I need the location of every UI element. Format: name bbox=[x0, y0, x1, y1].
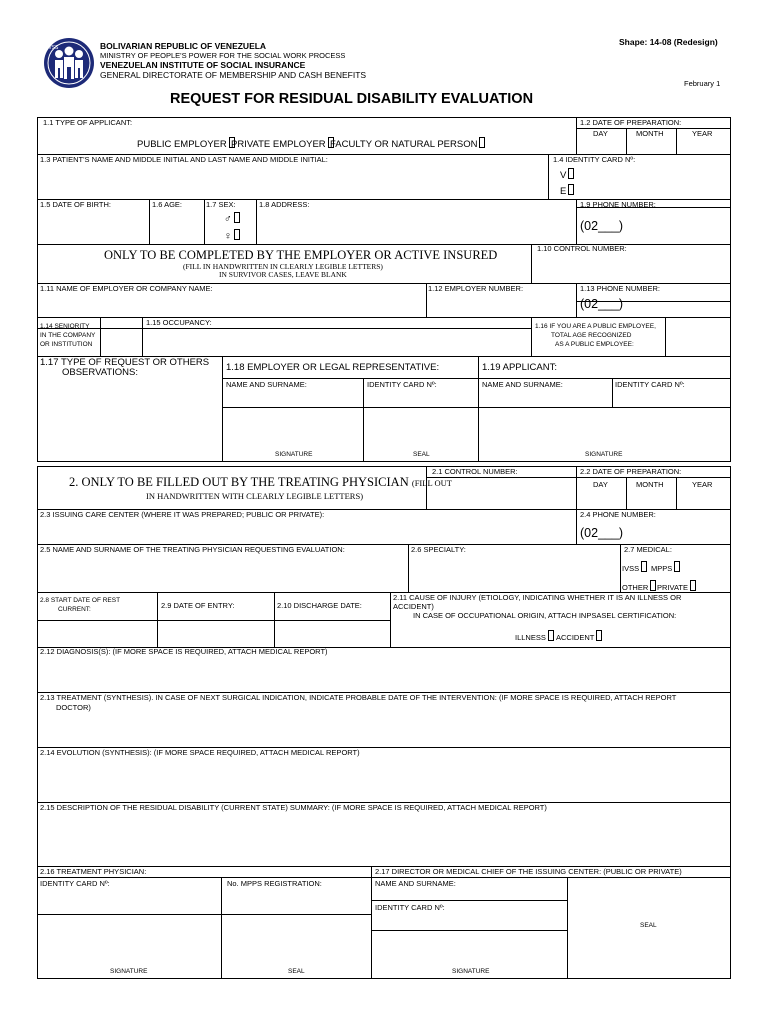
faculty-option[interactable]: FACULTY OR NATURAL PERSON bbox=[330, 137, 485, 150]
medical-mpps-checkbox[interactable] bbox=[674, 561, 680, 572]
id-v-checkbox[interactable] bbox=[568, 168, 574, 179]
field-2-13-label-line2: DOCTOR) bbox=[56, 703, 91, 712]
field-1-3-label: 1.3 PATIENT'S NAME AND MIDDLE INITIAL AND LAST NAME AND MIDDLE INITIAL: bbox=[40, 155, 328, 164]
field-2-10-label: 2.10 DISCHARGE DATE: bbox=[277, 601, 362, 610]
phone-1-9-prefix: (02___) bbox=[580, 219, 624, 233]
field-2-13-label-line1: 2.13 TREATMENT (SYNTHESIS). IN CASE OF NEXT SURGICAL INDICATION, INDICATE PROBABLE DATE OF THE INTERVENTION: (IF MORE SPACE IS REQUIRED, ATTACH REPORT bbox=[40, 693, 677, 702]
id-e-option[interactable]: E bbox=[560, 184, 574, 197]
employer-section-note-2: IN SURVIVOR CASES, LEAVE BLANK bbox=[219, 270, 347, 279]
ivss-logo bbox=[42, 37, 96, 89]
month-label: MONTH bbox=[636, 129, 664, 138]
field-2-6-label: 2.6 SPECIALTY: bbox=[411, 545, 466, 554]
employer-section-note-1: (FILL IN HANDWRITTEN IN CLEARLY LEGIBLE LETTERS) bbox=[183, 262, 383, 271]
male-icon: ♂ bbox=[224, 213, 232, 225]
field-1-8-label: 1.8 ADDRESS: bbox=[259, 200, 310, 209]
rep-seal-label: SEAL bbox=[413, 451, 430, 458]
faculty-checkbox[interactable] bbox=[479, 137, 485, 148]
field-1-19-label: 1.19 APPLICANT: bbox=[482, 362, 557, 373]
day-label: DAY bbox=[593, 129, 608, 138]
physician-seal-label: SEAL bbox=[288, 968, 305, 975]
field-1-11-label: 1.11 NAME OF EMPLOYER OR COMPANY NAME: bbox=[40, 284, 213, 293]
field-2-4-label: 2.4 PHONE NUMBER: bbox=[580, 510, 656, 519]
field-1-14-label-line2: IN THE COMPANY bbox=[40, 332, 96, 339]
physician-signature-label: SIGNATURE bbox=[110, 968, 148, 975]
director-seal-label: SEAL bbox=[640, 922, 657, 929]
physician-id-label: IDENTITY CARD Nº: bbox=[40, 879, 110, 888]
field-1-16-label-line2: TOTAL AGE RECOGNIZED bbox=[551, 332, 632, 339]
field-2-8-label-line1: 2.8 START DATE OF REST bbox=[40, 597, 121, 604]
field-1-10-label: 1.10 CONTROL NUMBER: bbox=[537, 244, 627, 253]
id-v-option[interactable]: V bbox=[560, 168, 574, 181]
field-2-11-label-line2: ACCIDENT) bbox=[393, 602, 434, 611]
month-label-2: MONTH bbox=[636, 480, 664, 489]
field-1-4-label: 1.4 IDENTITY CARD Nº: bbox=[553, 155, 636, 164]
section-2-subtitle: IN HANDWRITTEN WITH CLEARLY LEGIBLE LETTERS) bbox=[146, 491, 364, 501]
cause-illness-checkbox[interactable] bbox=[548, 630, 554, 641]
field-1-2-label: 1.2 DATE OF PREPARATION: bbox=[580, 118, 682, 127]
field-1-7-label: 1.7 SEX: bbox=[206, 200, 236, 209]
medical-private-checkbox[interactable] bbox=[690, 580, 696, 591]
form-title: REQUEST FOR RESIDUAL DISABILITY EVALUATION bbox=[170, 91, 534, 107]
field-2-12-label: 2.12 DIAGNOSIS(S): (IF MORE SPACE IS REQUIRED, ATTACH MEDICAL REPORT) bbox=[40, 647, 328, 656]
field-1-16-label-line1: 1.16 IF YOU ARE A PUBLIC EMPLOYEE, bbox=[535, 323, 656, 330]
republic-name: BOLIVARIAN REPUBLIC OF VENEZUELA bbox=[100, 41, 267, 51]
field-2-17-label: 2.17 DIRECTOR OR MEDICAL CHIEF OF THE ISSUING CENTER: (PUBLIC OR PRIVATE) bbox=[375, 867, 682, 876]
director-signature-label: SIGNATURE bbox=[452, 968, 490, 975]
medical-mpps-option[interactable]: MPPS bbox=[651, 561, 680, 573]
field-2-7-label: 2.7 MEDICAL: bbox=[624, 545, 672, 554]
female-icon: ♀ bbox=[224, 230, 232, 242]
directorate-name: GENERAL DIRECTORATE OF MEMBERSHIP AND CASH BENEFITS bbox=[100, 70, 367, 80]
field-1-6-label: 1.6 AGE: bbox=[152, 200, 183, 209]
medical-private-option[interactable]: PRIVATE bbox=[657, 580, 696, 592]
year-label: YEAR bbox=[692, 129, 713, 138]
applicant-id-label: IDENTITY CARD Nº: bbox=[615, 380, 685, 389]
svg-text:IVSS: IVSS bbox=[47, 45, 59, 51]
rep-id-label: IDENTITY CARD Nº: bbox=[367, 380, 437, 389]
institute-name: VENEZUELAN INSTITUTE OF SOCIAL INSURANCE bbox=[100, 60, 306, 70]
field-2-11-label-line1: 2.11 CAUSE OF INJURY (ETIOLOGY, INDICATING WHETHER IT IS AN ILLNESS OR bbox=[393, 593, 682, 602]
field-1-16-label-line3: AS A PUBLIC EMPLOYEE: bbox=[555, 341, 634, 348]
field-2-11-label-line3: IN CASE OF OCCUPATIONAL ORIGIN, ATTACH INPSASEL CERTIFICATION: bbox=[413, 611, 677, 620]
sex-female-checkbox[interactable] bbox=[234, 229, 240, 240]
field-1-15-label: 1.15 OCCUPANCY: bbox=[146, 318, 212, 327]
medical-ivss-checkbox[interactable] bbox=[641, 561, 647, 572]
phone-1-13-prefix: (02___) bbox=[580, 297, 624, 311]
ministry-name: MINISTRY OF PEOPLE'S POWER FOR THE SOCIAL WORK PROCESS bbox=[100, 51, 346, 60]
field-1-13-label: 1.13 PHONE NUMBER: bbox=[580, 284, 661, 293]
phone-2-4-prefix: (02___) bbox=[580, 526, 624, 540]
field-2-9-label: 2.9 DATE OF ENTRY: bbox=[161, 601, 235, 610]
section-2-title: 2. ONLY TO BE FILLED OUT BY THE TREATING PHYSICIAN (FILL OUT bbox=[69, 475, 452, 489]
field-2-14-label: 2.14 EVOLUTION (SYNTHESIS): (IF MORE SPACE REQUIRED, ATTACH MEDICAL REPORT) bbox=[40, 748, 360, 757]
field-2-8-label-line2: CURRENT: bbox=[58, 606, 91, 613]
id-e-checkbox[interactable] bbox=[568, 184, 574, 195]
medical-ivss-option[interactable]: IVSS bbox=[622, 561, 647, 573]
cause-accident-option[interactable]: ACCIDENT bbox=[556, 630, 602, 642]
physician-mpps-label: No. MPPS REGISTRATION: bbox=[227, 879, 322, 888]
field-2-5-label: 2.5 NAME AND SURNAME OF THE TREATING PHYSICIAN REQUESTING EVALUATION: bbox=[40, 545, 345, 554]
applicant-signature-label: SIGNATURE bbox=[585, 451, 623, 458]
field-1-14-label-line1: 1.14 SENIORITY bbox=[40, 323, 90, 330]
rep-signature-label: SIGNATURE bbox=[275, 451, 313, 458]
field-1-17-label-line1: 1.17 TYPE OF REQUEST OR OTHERS bbox=[40, 357, 210, 368]
field-2-2-label: 2.2 DATE OF PREPARATION: bbox=[580, 467, 682, 476]
sex-male-option[interactable] bbox=[224, 212, 240, 225]
director-name-label: NAME AND SURNAME: bbox=[375, 879, 456, 888]
public-employer-option[interactable]: PUBLIC EMPLOYER bbox=[137, 137, 235, 150]
field-2-3-label: 2.3 ISSUING CARE CENTER (WHERE IT WAS PREPARED; PUBLIC OR PRIVATE): bbox=[40, 510, 325, 519]
cause-accident-checkbox[interactable] bbox=[596, 630, 602, 641]
field-2-16-label: 2.16 TREATMENT PHYSICIAN: bbox=[40, 867, 147, 876]
medical-other-checkbox[interactable] bbox=[650, 580, 656, 591]
employer-section-title: ONLY TO BE COMPLETED BY THE EMPLOYER OR ACTIVE INSURED bbox=[104, 248, 498, 262]
field-2-15-label: 2.15 DESCRIPTION OF THE RESIDUAL DISABILITY (CURRENT STATE) SUMMARY: (IF MORE SPACE IS REQUIRED, ATTACH MEDICAL REPORT) bbox=[40, 803, 547, 812]
field-2-1-label: 2.1 CONTROL NUMBER: bbox=[432, 467, 518, 476]
field-1-5-label: 1.5 DATE OF BIRTH: bbox=[40, 200, 111, 209]
field-1-18-label: 1.18 EMPLOYER OR LEGAL REPRESENTATIVE: bbox=[226, 362, 440, 373]
field-1-14-label-line3: OR INSTITUTION bbox=[40, 341, 93, 348]
year-label-2: YEAR bbox=[692, 480, 713, 489]
form-date: February 1 bbox=[684, 79, 721, 88]
form-shape-code: Shape: 14-08 (Redesign) bbox=[619, 37, 718, 47]
day-label-2: DAY bbox=[593, 480, 608, 489]
field-1-1-label: 1.1 TYPE OF APPLICANT: bbox=[43, 118, 133, 127]
field-1-9-label: 1.9 PHONE NUMBER: bbox=[580, 200, 656, 209]
medical-other-option[interactable]: OTHER bbox=[622, 580, 656, 592]
rep-name-label: NAME AND SURNAME: bbox=[226, 380, 307, 389]
sex-female-option[interactable] bbox=[224, 229, 240, 242]
applicant-name-label: NAME AND SURNAME: bbox=[482, 380, 563, 389]
private-employer-option[interactable]: PRIVATE EMPLOYER bbox=[231, 137, 334, 150]
field-1-17-label-line2: OBSERVATIONS: bbox=[62, 367, 139, 378]
sex-male-checkbox[interactable] bbox=[234, 212, 240, 223]
director-id-label: IDENTITY CARD Nº: bbox=[375, 903, 445, 912]
field-1-12-label: 1.12 EMPLOYER NUMBER: bbox=[428, 284, 524, 293]
cause-illness-option[interactable]: ILLNESS bbox=[515, 630, 554, 642]
